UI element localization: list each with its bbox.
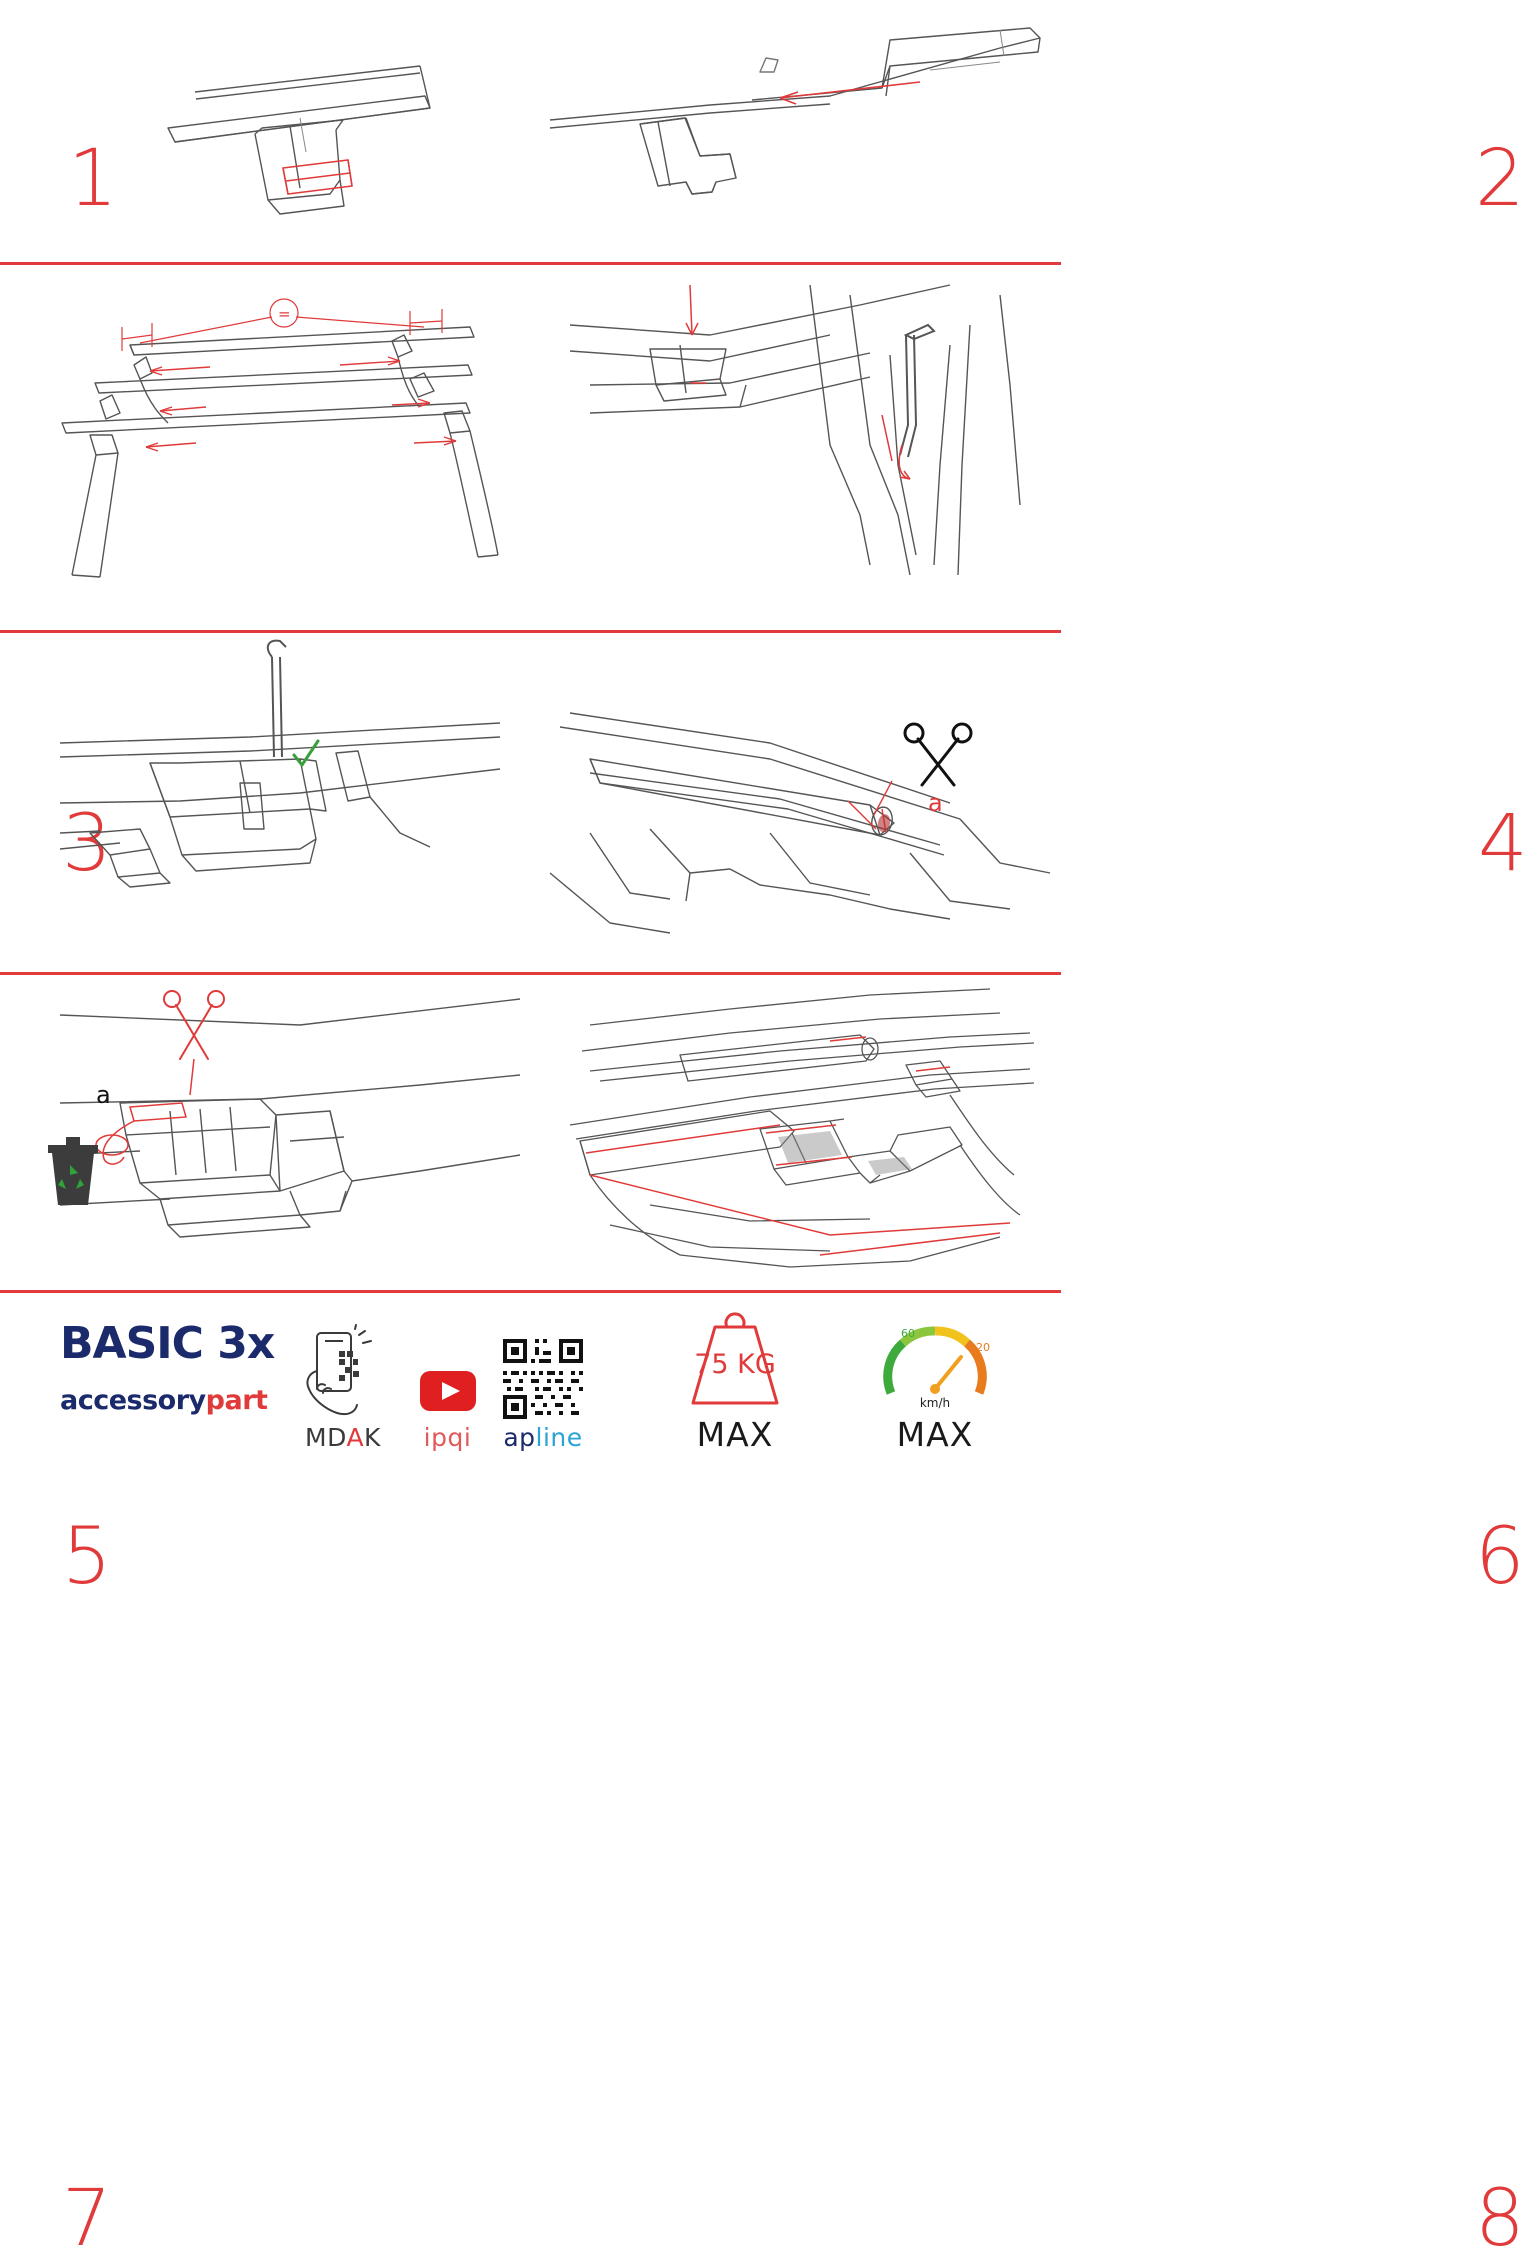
step-number-4: 4	[1478, 799, 1526, 889]
brand-subtitle	[60, 1386, 290, 1416]
brand-title-suffix: x	[246, 1318, 275, 1369]
brand-block	[60, 1320, 290, 1416]
mdak-v: A	[346, 1423, 365, 1452]
footer	[0, 1293, 1061, 1500]
hand-phone-qr-icon	[283, 1323, 403, 1423]
step-4-illustration	[530, 265, 1061, 630]
logo-ipqi-caption: ipqi	[423, 1423, 472, 1452]
speed-tick-high: 120	[969, 1341, 990, 1354]
logo-apline	[478, 1323, 608, 1452]
logo-mdak	[283, 1323, 403, 1452]
logo-apline-caption	[478, 1423, 608, 1452]
step-panel-3	[0, 265, 530, 889]
label-a-step6: a	[928, 789, 943, 817]
apline-line: line	[535, 1423, 583, 1452]
step-number-2: 2	[1475, 134, 1523, 224]
max-speed-label: MAX	[896, 1415, 974, 1454]
step-number-8: 8	[1475, 2174, 1523, 2264]
max-weight-block	[640, 1311, 830, 1454]
step-2-illustration	[530, 0, 1061, 262]
mdak-b: K	[364, 1423, 381, 1452]
brand-title	[60, 1320, 290, 1368]
brand-title-text: BASIC 3	[60, 1318, 247, 1369]
logo-mdak-caption	[283, 1423, 403, 1452]
step-number-6: 6	[1475, 1512, 1523, 1602]
max-weight-label: MAX	[696, 1415, 774, 1454]
qr-code-icon[interactable]	[478, 1323, 608, 1423]
step-panel-2	[530, 0, 1523, 262]
mdak-a: MD	[305, 1423, 347, 1452]
step-panel-4	[530, 265, 1526, 889]
step-5-illustration	[0, 633, 530, 972]
step-number-7: 7	[62, 2174, 110, 2264]
speed-tick-low: 60	[901, 1327, 915, 1340]
step-3-illustration	[0, 265, 530, 630]
max-weight-value: 75 KG	[694, 1349, 776, 1380]
brand-sub-first: accessory	[60, 1385, 206, 1416]
apline-ap: ap	[503, 1423, 536, 1452]
step-number-1: 1	[68, 134, 116, 224]
max-speed-block	[840, 1311, 1030, 1454]
speed-unit: km/h	[919, 1396, 951, 1410]
step-6-illustration	[530, 633, 1061, 972]
step-panel-1	[0, 0, 530, 262]
label-a-step7: a	[96, 1081, 111, 1109]
step-number-3: 3	[62, 799, 110, 889]
step-7-illustration	[0, 975, 530, 1290]
step-8-illustration	[530, 975, 1061, 1290]
equal-annotation: =	[278, 305, 291, 323]
brand-sub-second: part	[205, 1385, 268, 1416]
weight-icon	[640, 1311, 830, 1411]
speedometer-icon	[840, 1311, 1030, 1411]
recycle-bin-icon	[48, 1137, 98, 1205]
step-number-5: 5	[62, 1512, 110, 1602]
